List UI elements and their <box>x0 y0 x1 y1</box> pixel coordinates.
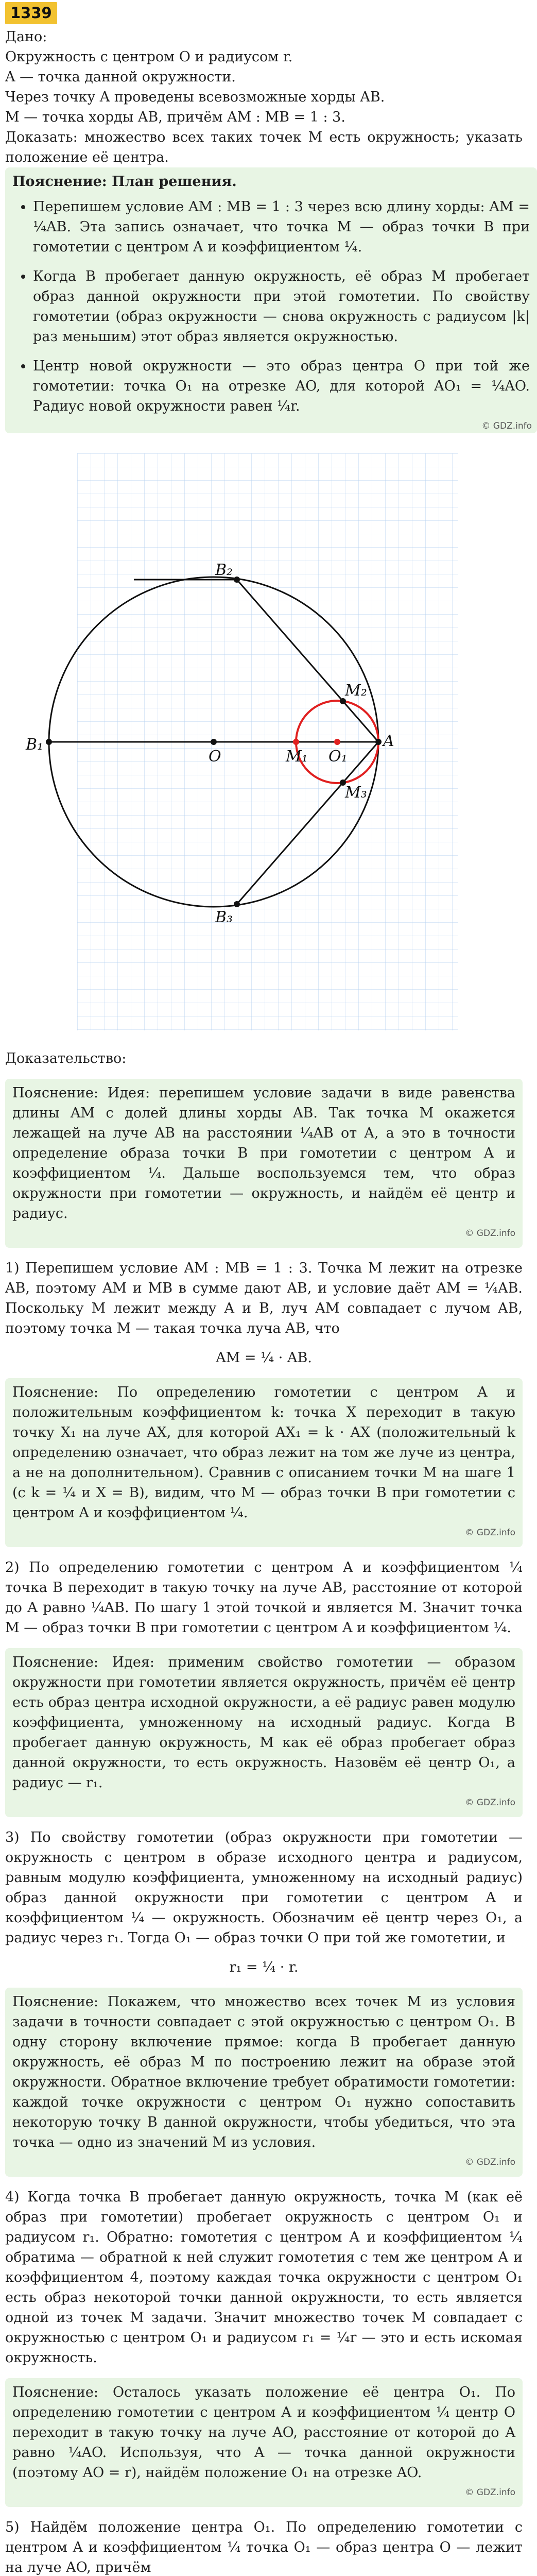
explanation-text: Пояснение: Идея: применим свойство гомотетии — образом окружности при гомотетии является окружность, причём её центр есть образ центра исходной окружности, а её радиус равен модулю коэффициента, умноженному на исходный радиус. Когда B пробегает данную окружность, M как её образ пробегает образ данной окружности, то есть окружность. Назовём её центр O₁, а радиус — r₁. <box>12 1654 515 1791</box>
problem-number: 1339 <box>5 2 57 24</box>
given-section <box>5 27 523 167</box>
plan-box <box>5 167 537 433</box>
proof-step <box>5 1258 523 1368</box>
proof-blocks <box>5 1079 523 2576</box>
explanation-text: Пояснение: Покажем, что множество всех точек M из условия задачи в точности совпадает с этой окружностью с центром O₁. В одну сторону включение прямое: когда B пробегает данную окружность, её образ M по построению лежит на образе этой окружности. Обратное включение требует обратимости гомотетии: каждой точке окружности с центром O₁ нужно сопоставить некоторую точку B данной окружности, чтобы убедиться, что эта точка — одно из значений M из условия. <box>12 1994 515 2150</box>
plan-title: Пояснение: План решения. <box>12 174 237 190</box>
watermark: © GDZ.info <box>481 421 532 431</box>
given-line: A — точка данной окружности. <box>5 69 236 85</box>
point-b2 <box>234 577 240 583</box>
plan-item: • Когда B пробегает данную окружность, её образ M пробегает образ данной окружности при этой гомотетии. По свойству гомотетии (образ окружности — снова окружность с радиусом |k| раз меньшим) этот образ является окружностью. <box>33 266 530 347</box>
label-o: O <box>209 748 221 766</box>
watermark: © GDZ.info <box>465 1798 515 1808</box>
explanation-box <box>5 1648 523 1817</box>
proof-text: 4) Когда точка B пробегает данную окружность, точка M (как её образ при гомотетии) пробегает окружность с центром O₁ и радиусом r₁. Обратно: гомотетия с центром A и коэффициентом ¼ обратима — обратной к ней служит гомотетия с тем же центром A и коэффициентом 4, поэтому каждая точка окружности с центром O₁ есть образ некоторой точки данной окружности, то есть является одной из точек M задачи. Значит множество точек M совпадает с окружностью с центром O₁ и радиусом r₁ = ¼r — это и есть искомая окружность. <box>5 2189 523 2366</box>
watermark: © GDZ.info <box>465 2157 515 2167</box>
prove-statement: Доказать: множество всех таких точек M есть окружность; указать положение её центра. <box>5 129 523 165</box>
given-line: Через точку A проведены всевозможные хорды AB. <box>5 89 385 105</box>
formula: AM = ¼ · AB. <box>216 1350 312 1366</box>
point-b1 <box>46 739 52 745</box>
plan-item: • Центр новой окружности — это образ центра O при той же гомотетии: точка O₁ на отрезке AO, для которой AO₁ = ¼AO. Радиус новой окружности равен ¼r. <box>33 356 530 416</box>
explanation-text: Пояснение: По определению гомотетии с центром A и положительным коэффициентом k: точка X переходит в такую точку X₁ на луче AX, для которой AX₁ = k · AX (положительный k определению означает, что образ лежит на том же луче из центра, а не на дополнительном). Сравнив с описанием точки M на шаге 1 (с k = ¼ и X = B), видим, что M — образ точки B при гомотетии с центром A и коэффициентом ¼. <box>12 1384 515 1521</box>
label-m3: M₃ <box>345 784 367 802</box>
proof-step <box>5 2517 523 2576</box>
proof-text: 5) Найдём положение центра O₁. По определению гомотетии с центром A и коэффициентом ¼ точка O₁ — образ центра O — лежит на луче AO, причём <box>5 2519 523 2575</box>
explanation-box <box>5 1378 523 1547</box>
given-title: Дано: <box>5 29 47 45</box>
plan-list <box>12 197 530 416</box>
point-m1 <box>293 739 299 745</box>
proof-step <box>5 2187 523 2368</box>
label-m1: M₁ <box>286 748 308 766</box>
point-b3 <box>234 901 240 907</box>
explanation-text: Пояснение: Идея: перепишем условие задачи в виде равенства длины AM с долей длины хорды AB. Так точка M окажется лежащей на луче AB на расстоянии ¼AB от A, а это в точности определение образа точки B при гомотетии с центром A и коэффициентом ¼. Дальше воспользуемся тем, что образ окружности при гомотетии — окружность, и найдём её центр и радиус. <box>12 1085 515 1222</box>
point-a <box>375 739 382 745</box>
label-b3: B₃ <box>215 908 233 926</box>
watermark: © GDZ.info <box>465 2487 515 2498</box>
proof-step <box>5 1827 523 1977</box>
watermark: © GDZ.info <box>465 1228 515 1239</box>
proof-step <box>5 1557 523 1638</box>
formula: r₁ = ¼ · r. <box>229 1959 299 1975</box>
explanation-box <box>5 1988 523 2177</box>
label-o1: O₁ <box>328 748 348 766</box>
watermark: © GDZ.info <box>465 1528 515 1538</box>
label-a: A <box>383 732 394 750</box>
point-o1 <box>334 739 340 745</box>
given-line: Окружность с центром O и радиусом r. <box>5 49 293 65</box>
proof-text: 3) По свойству гомотетии (образ окружности при гомотетии — окружность с центром в образе исходного центра и радиусом, равным модулю коэффициента, умноженному на исходный радиус) образ данной окружности при гомотетии с центром A и коэффициентом ¼ — окружность. Обозначим её центр через O₁, а радиус через r₁. Тогда O₁ — образ точки O при той же гомотетии, и <box>5 1829 523 1946</box>
label-b1: B₁ <box>26 736 44 754</box>
explanation-box <box>5 1079 523 1248</box>
plan-item: • Перепишем условие AM : MB = 1 : 3 через всю длину хорды: AM = ¼AB. Эта запись означает, что точка M — образ точки B при гомотетии с центром A и коэффициентом ¼. <box>33 197 530 257</box>
label-m2: M₂ <box>345 682 367 700</box>
proof-text: 2) По определению гомотетии с центром A и коэффициентом ¼ точка B переходит в такую точку на луче AB, расстояние от которой до A равно ¼AB. По шагу 1 этой точкой и является M. Значит точка M — образ точки B при гомотетии с центром A и коэффициентом ¼. <box>5 1560 523 1636</box>
point-o <box>211 739 217 745</box>
proof-title: Доказательство: <box>5 1050 127 1066</box>
problem-header <box>5 2 523 24</box>
figure-svg <box>26 453 458 1030</box>
label-b2: B₂ <box>215 561 233 579</box>
explanation-text: Пояснение: Осталось указать положение её центра O₁. По определению гомотетии с центром A и коэффициентом ¼ центр O переходит в такую точку на луче AO, расстояние от которой до A равно ¼AO. Используя, что A — точка данной окружности (поэтому AO = r), найдём положение O₁ на отрезке AO. <box>12 2384 515 2481</box>
geometry-figure <box>26 453 458 1030</box>
proof-text: 1) Перепишем условие AM : MB = 1 : 3. Точка M лежит на отрезке AB, поэтому AM и MB в сумме дают AB, и условие даёт AM = ¼AB. Поскольку M лежит между A и B, луч AM совпадает с лучом AB, поэтому точка M — такая точка луча AB, что <box>5 1260 523 1336</box>
explanation-box <box>5 2378 523 2507</box>
given-line: M — точка хорды AB, причём AM : MB = 1 : 3. <box>5 109 345 125</box>
proof-section <box>5 1048 523 2576</box>
